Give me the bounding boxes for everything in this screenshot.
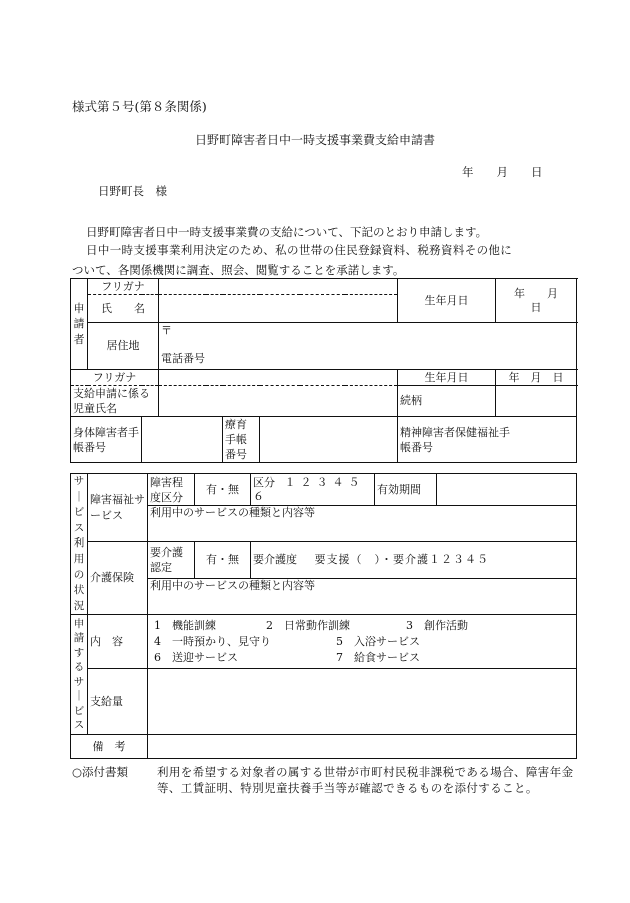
remarks-label: 備 考 bbox=[71, 735, 148, 759]
postal-mark: 〒 bbox=[161, 324, 173, 337]
applicant-dob-field[interactable]: 年 月 日 bbox=[496, 279, 577, 323]
service-options-row-1 bbox=[154, 618, 574, 634]
child-dob-label: 生年月日 bbox=[398, 370, 496, 386]
address-field[interactable] bbox=[159, 323, 577, 370]
applicant-table bbox=[70, 278, 581, 463]
care-cert-label: 要介護認定 bbox=[148, 542, 195, 579]
mental-handbook-label: 精神障害者保健福祉手帳番号 bbox=[398, 417, 577, 463]
service-options[interactable] bbox=[148, 615, 577, 669]
child-relation-field[interactable] bbox=[496, 386, 577, 417]
child-name-label: 支給申請に係る児童氏名 bbox=[71, 386, 159, 417]
child-relation-label: 続柄 bbox=[398, 386, 496, 417]
level-label: 区分 bbox=[253, 475, 275, 489]
ryoiku-handbook-field[interactable] bbox=[260, 417, 398, 463]
service-option-4[interactable]: 4 一時預かり、見守り bbox=[154, 634, 271, 648]
care-level-row[interactable] bbox=[251, 542, 577, 579]
service-option-6[interactable]: 6 送迎サービス bbox=[154, 650, 238, 664]
service-option-5[interactable]: 5 入浴サービス bbox=[336, 634, 420, 648]
care-level-label: 要介護度 bbox=[253, 553, 297, 567]
applicant-section-label: 申 請 者 bbox=[71, 279, 88, 370]
content-label: 内 容 bbox=[88, 615, 148, 669]
service-option-2[interactable]: 2 日常動作訓練 bbox=[266, 618, 350, 632]
amount-label: 支給量 bbox=[88, 669, 148, 735]
service-options-row-2 bbox=[154, 634, 574, 650]
intro-line-1: 日野町障害者日中一時支援事業費の支給について、下記のとおり申請します。 bbox=[86, 225, 488, 239]
disability-level-options[interactable] bbox=[251, 474, 375, 506]
document-title: 日野町障害者日中一時支援事業費支給申請書 bbox=[194, 133, 435, 147]
valid-period-label: 有効期間 bbox=[375, 474, 437, 506]
date-line: 年 月 日 bbox=[462, 165, 543, 179]
care-yes-no[interactable]: 有・無 bbox=[195, 542, 251, 579]
service-table bbox=[70, 473, 577, 759]
form-number: 様式第５号(第８条関係) bbox=[72, 99, 207, 114]
amount-field[interactable] bbox=[148, 669, 577, 735]
child-furigana-field[interactable] bbox=[159, 370, 398, 386]
care-insurance-label: 介護保険 bbox=[88, 542, 148, 615]
physical-handbook-label: 身体障害者手帳番号 bbox=[71, 417, 142, 463]
disability-yes-no[interactable]: 有・無 bbox=[195, 474, 251, 506]
service-options-row-3 bbox=[154, 650, 574, 666]
child-furigana-label: フリガナ bbox=[71, 370, 159, 386]
applicant-name-label: 氏 名 bbox=[88, 295, 159, 323]
applicant-dob-label: 生年月日 bbox=[398, 279, 496, 323]
applicant-name-field[interactable] bbox=[159, 295, 398, 323]
physical-handbook-field[interactable] bbox=[142, 417, 223, 463]
welfare-service-label: 障害福祉サービス bbox=[88, 474, 148, 542]
phone-label: 電話番号 bbox=[161, 352, 206, 365]
care-level-options[interactable]: 要支援（ ）・要介護１２３４５ bbox=[314, 553, 489, 567]
service-option-7[interactable]: 7 給食サービス bbox=[336, 650, 420, 664]
welfare-services-in-use[interactable]: 利用中のサービスの種類と内容等 bbox=[148, 506, 577, 542]
disability-level-label: 障害程度区分 bbox=[148, 474, 195, 506]
child-name-field[interactable] bbox=[159, 386, 398, 417]
address-label: 居住地 bbox=[88, 323, 159, 370]
attachment-text: 利用を希望する対象者の属する世帯が市町村民税非課税である場合、障害年金等、工賃証明、特別児童扶養手当等が確認できるものを添付すること。 bbox=[157, 765, 574, 795]
addressee: 日野町長 様 bbox=[98, 184, 167, 198]
requested-service-section-label: 申 請 す る サ ｜ ビ ス bbox=[71, 615, 88, 735]
attachment-label: ○添付書類 bbox=[72, 765, 129, 779]
level-options[interactable]: １２３４５６ bbox=[253, 475, 365, 503]
service-option-1[interactable]: 1 機能訓練 bbox=[154, 618, 216, 632]
child-dob-field[interactable]: 年 月 日 bbox=[496, 370, 577, 386]
intro-line-2: 日中一時支援事業利用決定のため、私の世帯の住民登録資料、税務資料その他に bbox=[86, 243, 513, 257]
intro-line-3: ついて、各関係機関に調査、照会、閲覧することを承諾します。 bbox=[72, 263, 405, 277]
valid-period-field[interactable] bbox=[437, 474, 577, 506]
applicant-furigana-label: フリガナ bbox=[88, 279, 159, 295]
service-status-section-label: サ ｜ ビ ス 利 用 の 状 況 bbox=[71, 474, 88, 615]
ryoiku-handbook-label: 療育手帳番号 bbox=[223, 417, 260, 463]
applicant-furigana-field[interactable] bbox=[159, 279, 398, 295]
care-services-in-use[interactable]: 利用中のサービスの種類と内容等 bbox=[148, 579, 577, 615]
remarks-field[interactable] bbox=[148, 735, 577, 759]
service-option-3[interactable]: 3 創作活動 bbox=[406, 618, 468, 632]
